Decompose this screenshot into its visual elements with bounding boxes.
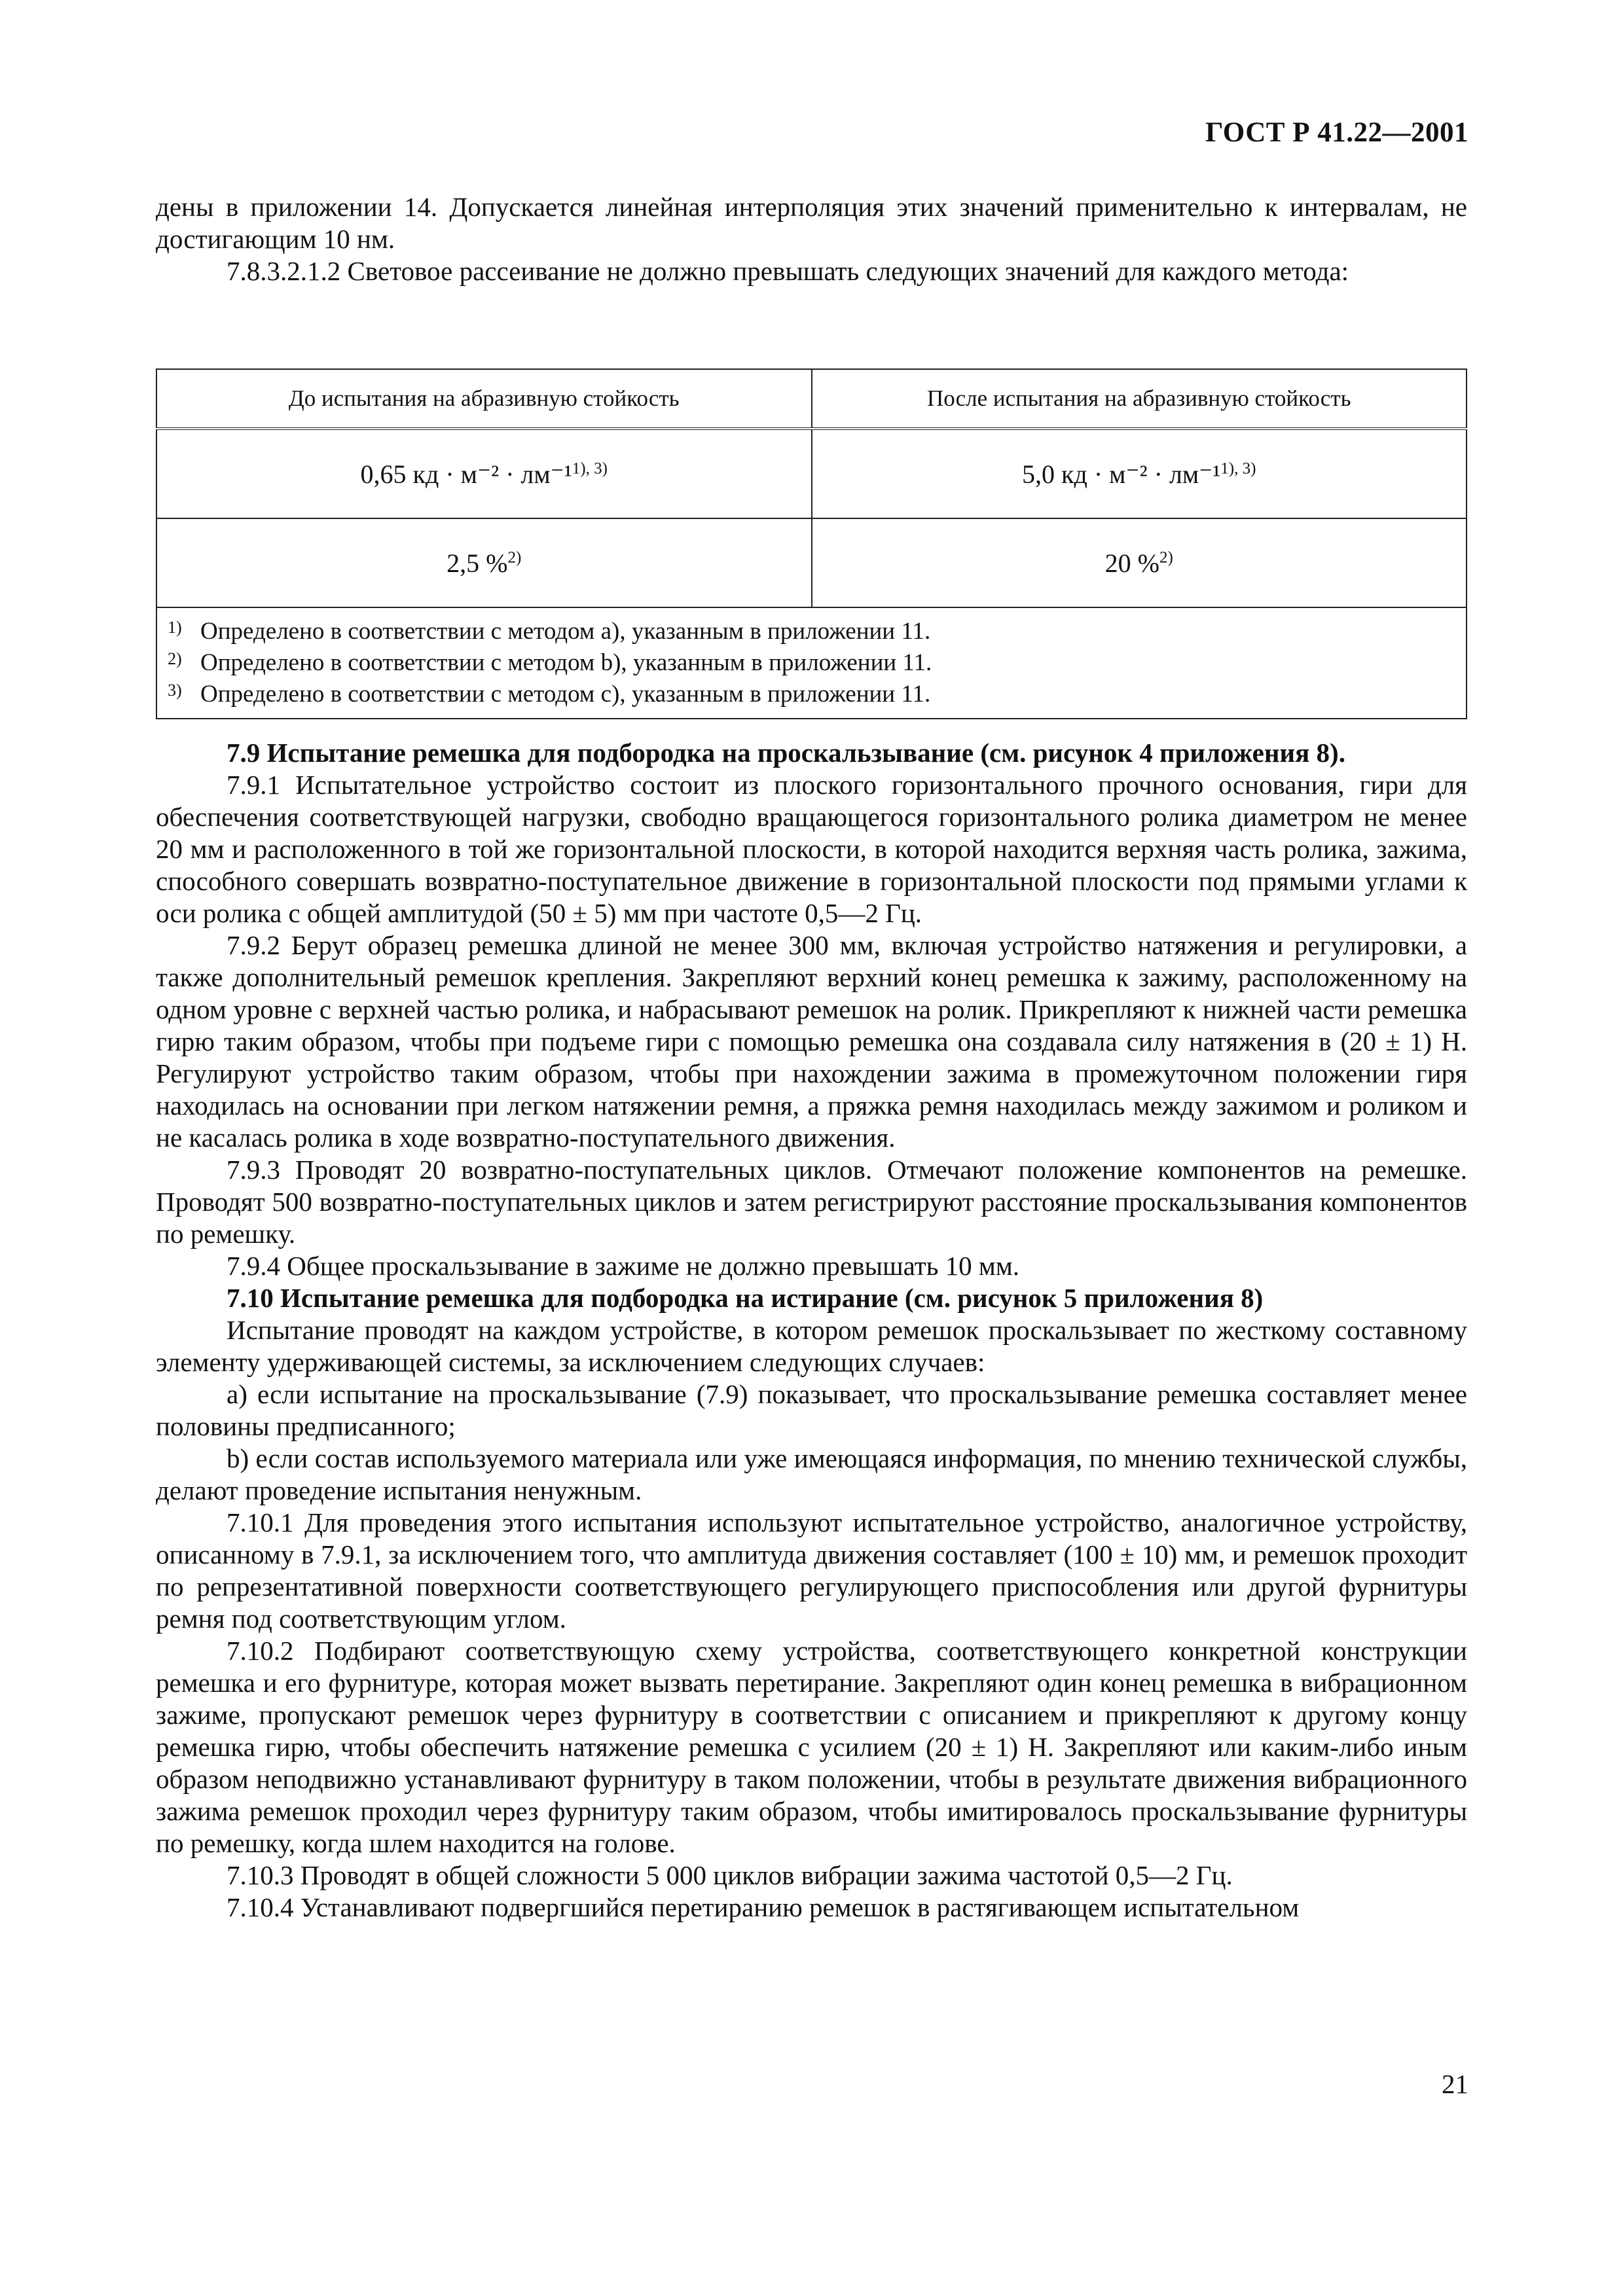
paragraph: 7.9.1 Испытательное устройство состоит из плоского горизонтального прочного основания, гири для обеспечения соответствующей нагрузки, свободно вращающегося горизонтального ролика диаметром не менее 20 мм и расположенного в той же горизонтальной плоскости, в которой находится верхняя часть ролика, зажима, способного совершать возвратно-поступательное движение в горизонтальной плоскости под прямыми углами к оси ролика с общей амплитудой (50 ± 5) мм при частоте 0,5—2 Гц. — [156, 770, 1467, 928]
intro-text — [156, 191, 1467, 287]
table-cell — [812, 429, 1467, 518]
footnote — [168, 647, 1459, 679]
footnote-ref: 2) — [507, 548, 522, 567]
footnote-mark: 2) — [168, 649, 182, 668]
footnote-text: Определено в соответствии с методом b), указанным в приложении 11. — [200, 649, 932, 676]
light-scatter-table — [156, 368, 1467, 719]
paragraph: 7.9.4 Общее проскальзывание в зажиме не должно превышать 10 мм. — [227, 1251, 1020, 1281]
footnote-mark: 1) — [168, 618, 182, 637]
section-heading: 7.10 Испытание ремешка для подбородка на истирание (см. рисунок 5 приложения 8) — [227, 1283, 1264, 1313]
footnote-ref: 1), 3) — [572, 459, 608, 478]
table-header-before: До испытания на абразивную стойкость — [156, 369, 812, 429]
cell-value: 0,65 кд · м⁻² · лм⁻¹ — [360, 459, 572, 489]
footnote — [168, 679, 1459, 710]
document-header: ГОСТ Р 41.22—2001 — [1205, 117, 1468, 148]
footnote-text: Определено в соответствии с методом а), указанным в приложении 11. — [200, 618, 931, 645]
paragraph: 7.9.3 Проводят 20 возвратно-поступательных циклов. Отмечают положение компонентов на ремешке. Проводят 500 возвратно-поступательных циклов и затем регистрируют расстояние проскальзывания компонентов по ремешку. — [156, 1155, 1467, 1249]
paragraph: дены в приложении 14. Допускается линейная интерполяция этих значений применительно к интервалам, не достигающим 10 нм. — [156, 192, 1467, 254]
table-header-after: После испытания на абразивную стойкость — [812, 369, 1467, 429]
paragraph: 7.10.4 Устанавливают подвергшийся перетиранию ремешок в растягивающем испытательном — [227, 1892, 1300, 1922]
footnote-ref: 1), 3) — [1220, 459, 1256, 478]
paragraph: 7.10.1 Для проведения этого испытания используют испытательное устройство, аналогичное устройству, описанному в 7.9.1, за исключением того, что амплитуда движения составляет (100 ± 10) мм, и ремешок проходит по репрезентативной поверхности соответствующего регулирующего приспособления или другой фурнитуры ремня под соответствующим углом. — [156, 1507, 1467, 1634]
paragraph: 7.8.3.2.1.2 Световое рассеивание не должно превышать следующих значений для каждого метода: — [227, 256, 1349, 286]
page-number: 21 — [1442, 2069, 1468, 2099]
paragraph: Испытание проводят на каждом устройстве, в котором ремешок проскальзывает по жесткому составному элементу удерживающей системы, за исключением следующих случаев: — [156, 1315, 1467, 1377]
footnote — [168, 616, 1459, 647]
table-cell — [156, 429, 812, 518]
footnote-text: Определено в соответствии с методом с), указанным в приложении 11. — [200, 681, 931, 708]
table-cell — [156, 518, 812, 607]
footnote-ref: 2) — [1159, 548, 1173, 567]
table-footnotes — [156, 607, 1467, 719]
paragraph: 7.10.2 Подбирают соответствующую схему устройства, соответствующего конкретной конструкции ремешка и его фурнитуре, которая может вызвать перетирание. Закрепляют один конец ремешка в вибрационном зажиме, пропускают ремешок через фурнитуру в соответствии с описанием и прикрепляют к другому концу ремешка гирю, чтобы обеспечить натяжение ремешка с усилием (20 ± 1) Н. Закрепляют или каким-либо иным образом неподвижно устанавливают фурнитуру в таком положении, чтобы в результате движения вибрационного зажима ремешок проходил через фурнитуру таким образом, чтобы имитировалось проскальзывание фурнитуры по ремешку, когда шлем находится на голове. — [156, 1636, 1467, 1858]
main-text — [156, 737, 1467, 1924]
paragraph: 7.9.2 Берут образец ремешка длиной не менее 300 мм, включая устройство натяжения и регулировки, а также дополнительный ремешок крепления. Закрепляют верхний конец ремешка к зажиму, расположенному на одном уровне с верхней частью ролика, и набрасывают ремешок на ролик. Прикрепляют к нижней части ремешка гирю таким образом, чтобы при подъеме гири с помощью ремешка она создавала силу натяжения в (20 ± 1) Н. Регулируют устройство таким образом, чтобы при нахождении зажима в промежуточном положении гиря находилась на основании при легком натяжении ремня, а пряжка ремня находилась между зажимом и роликом и не касалась ролика в ходе возвратно-поступательного движения. — [156, 930, 1467, 1153]
cell-value: 2,5 % — [447, 548, 508, 578]
paragraph: b) если состав используемого материала или уже имеющаяся информация, по мнению технической службы, делают проведение испытания ненужным. — [156, 1443, 1467, 1505]
paragraph: 7.10.3 Проводят в общей сложности 5 000 циклов вибрации зажима частотой 0,5—2 Гц. — [227, 1860, 1233, 1890]
section-heading: 7.9 Испытание ремешка для подбородка на проскальзывание (см. рисунок 4 приложения 8). — [227, 738, 1345, 768]
table-cell — [812, 518, 1467, 607]
cell-value: 5,0 кд · м⁻² · лм⁻¹ — [1022, 459, 1221, 489]
cell-value: 20 % — [1104, 548, 1159, 578]
footnote-mark: 3) — [168, 681, 182, 700]
paragraph: а) если испытание на проскальзывание (7.9) показывает, что проскальзывание ремешка составляет менее половины предписанного; — [156, 1379, 1467, 1441]
